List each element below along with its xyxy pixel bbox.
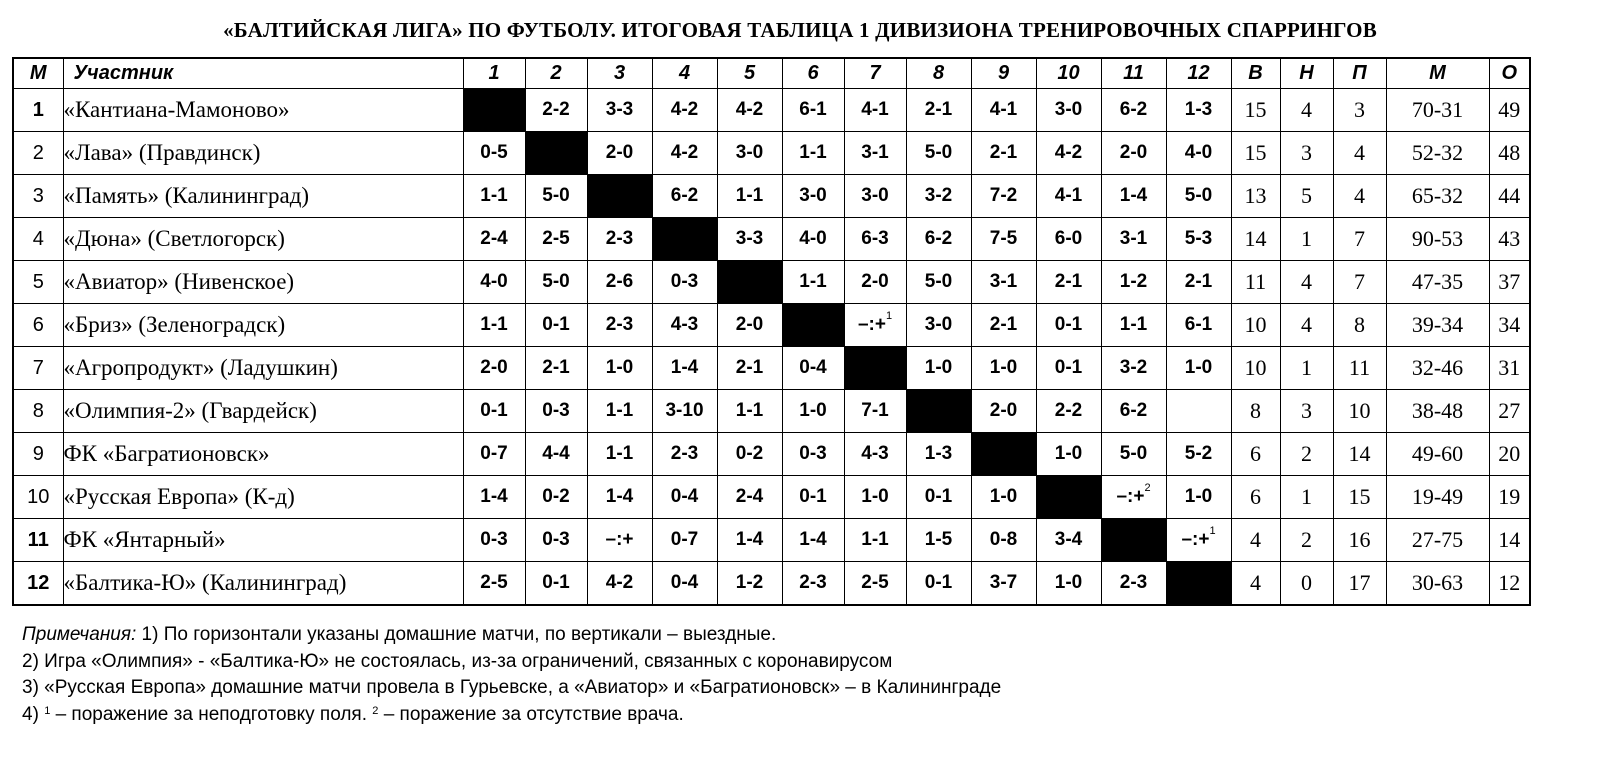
score-cell: 1-0 xyxy=(1036,433,1101,476)
note-2: 2) Игра «Олимпия» - «Балтика-Ю» не состоялась, из-за ограничений, связанных с коронавирусом xyxy=(22,650,893,672)
score-cell: 1-0 xyxy=(1036,562,1101,606)
team-name: «Кантиана-Мамоново» xyxy=(63,89,463,132)
goals-cell: 39-34 xyxy=(1386,304,1489,347)
losses-cell: 14 xyxy=(1333,433,1386,476)
score-cell: 1-3 xyxy=(1166,89,1231,132)
score-cell xyxy=(844,304,906,347)
score-cell: 3-0 xyxy=(717,132,782,175)
score-cell: 2-1 xyxy=(525,347,587,390)
draws-cell: 5 xyxy=(1280,175,1333,218)
goals-cell: 38-48 xyxy=(1386,390,1489,433)
wins-cell: 13 xyxy=(1231,175,1280,218)
score-cell: 1-1 xyxy=(844,519,906,562)
diagonal-cell xyxy=(1101,519,1166,562)
score-cell: 0-4 xyxy=(782,347,844,390)
points-cell: 37 xyxy=(1489,261,1530,304)
header-cell: М xyxy=(1386,58,1489,89)
points-cell: 48 xyxy=(1489,132,1530,175)
wins-cell: 8 xyxy=(1231,390,1280,433)
score-cell: 0-4 xyxy=(652,476,717,519)
score-cell: 0-7 xyxy=(463,433,525,476)
score-cell: 2-6 xyxy=(587,261,652,304)
score-cell: 3-2 xyxy=(906,175,971,218)
losses-cell: 10 xyxy=(1333,390,1386,433)
team-name: ФК «Багратионовск» xyxy=(63,433,463,476)
header-cell: В xyxy=(1231,58,1280,89)
score-cell: 6-1 xyxy=(782,89,844,132)
score-cell: 0-1 xyxy=(463,390,525,433)
score-cell: 1-0 xyxy=(587,347,652,390)
score-cell: 5-0 xyxy=(525,175,587,218)
position-cell: 1 xyxy=(13,89,63,132)
header-cell: 4 xyxy=(652,58,717,89)
score-cell: 1-1 xyxy=(463,175,525,218)
score-cell: 1-4 xyxy=(782,519,844,562)
header-cell: М xyxy=(13,58,63,89)
points-cell: 19 xyxy=(1489,476,1530,519)
draws-cell: 4 xyxy=(1280,304,1333,347)
score-cell: 0-3 xyxy=(525,390,587,433)
diagonal-cell xyxy=(906,390,971,433)
wins-cell: 6 xyxy=(1231,476,1280,519)
goals-cell: 49-60 xyxy=(1386,433,1489,476)
score-cell: 7-2 xyxy=(971,175,1036,218)
score-cell: 4-3 xyxy=(652,304,717,347)
team-name: «Русская Европа» (К-д) xyxy=(63,476,463,519)
score-cell: 1-0 xyxy=(1166,476,1231,519)
score-cell: 5-0 xyxy=(1101,433,1166,476)
position-cell: 7 xyxy=(13,347,63,390)
score-cell: 6-2 xyxy=(1101,390,1166,433)
points-cell: 43 xyxy=(1489,218,1530,261)
score-cell: 1-0 xyxy=(906,347,971,390)
team-name: «Дюна» (Светлогорск) xyxy=(63,218,463,261)
score-cell: 4-0 xyxy=(1166,132,1231,175)
score-cell: 4-1 xyxy=(844,89,906,132)
score-cell xyxy=(1166,519,1231,562)
losses-cell: 7 xyxy=(1333,261,1386,304)
score-cell: 4-1 xyxy=(971,89,1036,132)
wins-cell: 6 xyxy=(1231,433,1280,476)
points-cell: 14 xyxy=(1489,519,1530,562)
score-cell: 6-2 xyxy=(652,175,717,218)
header-cell: 6 xyxy=(782,58,844,89)
position-cell: 11 xyxy=(13,519,63,562)
score-cell: 3-3 xyxy=(587,89,652,132)
score-cell: 5-2 xyxy=(1166,433,1231,476)
team-name: «Бриз» (Зеленоградск) xyxy=(63,304,463,347)
score-cell: 0-5 xyxy=(463,132,525,175)
score-cell: 1-2 xyxy=(1101,261,1166,304)
score-value: –:+ xyxy=(1181,529,1210,550)
points-cell: 34 xyxy=(1489,304,1530,347)
score-cell: 0-7 xyxy=(652,519,717,562)
position-cell: 6 xyxy=(13,304,63,347)
score-cell: 0-1 xyxy=(1036,304,1101,347)
draws-cell: 2 xyxy=(1280,519,1333,562)
score-cell: 3-7 xyxy=(971,562,1036,606)
header-cell: 12 xyxy=(1166,58,1231,89)
score-cell: 2-5 xyxy=(463,562,525,606)
score-cell: 1-1 xyxy=(782,132,844,175)
goals-cell: 30-63 xyxy=(1386,562,1489,606)
points-cell: 20 xyxy=(1489,433,1530,476)
score-cell: 2-4 xyxy=(463,218,525,261)
position-cell: 4 xyxy=(13,218,63,261)
position-cell: 5 xyxy=(13,261,63,304)
header-cell: 1 xyxy=(463,58,525,89)
table-row xyxy=(13,304,1530,347)
score-cell: 1-1 xyxy=(782,261,844,304)
score-cell: 6-3 xyxy=(844,218,906,261)
score-cell: 3-0 xyxy=(844,175,906,218)
table-row xyxy=(13,433,1530,476)
score-cell: 1-0 xyxy=(782,390,844,433)
draws-cell: 3 xyxy=(1280,132,1333,175)
score-cell: 7-5 xyxy=(971,218,1036,261)
diagonal-cell xyxy=(652,218,717,261)
wins-cell: 11 xyxy=(1231,261,1280,304)
score-cell: 2-4 xyxy=(717,476,782,519)
score-cell: 3-1 xyxy=(971,261,1036,304)
header-cell: 8 xyxy=(906,58,971,89)
score-cell: 2-1 xyxy=(717,347,782,390)
score-value: –:+ xyxy=(1116,486,1145,507)
points-cell: 27 xyxy=(1489,390,1530,433)
score-cell: 3-1 xyxy=(844,132,906,175)
goals-cell: 70-31 xyxy=(1386,89,1489,132)
score-cell: 2-3 xyxy=(1101,562,1166,606)
team-name: ФК «Янтарный» xyxy=(63,519,463,562)
table-row xyxy=(13,390,1530,433)
score-cell: 4-3 xyxy=(844,433,906,476)
score-cell: 0-3 xyxy=(525,519,587,562)
score-cell: 0-1 xyxy=(906,476,971,519)
score-cell: 4-0 xyxy=(782,218,844,261)
header-cell: 3 xyxy=(587,58,652,89)
points-cell: 12 xyxy=(1489,562,1530,606)
score-cell: 2-3 xyxy=(652,433,717,476)
goals-cell: 65-32 xyxy=(1386,175,1489,218)
header-cell: Н xyxy=(1280,58,1333,89)
score-cell: 4-1 xyxy=(1036,175,1101,218)
goals-cell: 19-49 xyxy=(1386,476,1489,519)
score-cell: 2-0 xyxy=(587,132,652,175)
points-cell: 31 xyxy=(1489,347,1530,390)
score-cell: 2-0 xyxy=(971,390,1036,433)
footnote-mark: 1 xyxy=(885,310,893,322)
diagonal-cell xyxy=(587,175,652,218)
goals-cell: 47-35 xyxy=(1386,261,1489,304)
score-cell: 6-1 xyxy=(1166,304,1231,347)
diagonal-cell xyxy=(1036,476,1101,519)
table-row xyxy=(13,175,1530,218)
header-cell: П xyxy=(1333,58,1386,89)
score-cell xyxy=(1166,390,1231,433)
header-cell: 11 xyxy=(1101,58,1166,89)
score-cell: 1-1 xyxy=(587,390,652,433)
goals-cell: 32-46 xyxy=(1386,347,1489,390)
score-cell: 2-3 xyxy=(587,218,652,261)
losses-cell: 11 xyxy=(1333,347,1386,390)
score-cell: –:+ xyxy=(587,519,652,562)
score-cell: 2-1 xyxy=(971,304,1036,347)
points-cell: 49 xyxy=(1489,89,1530,132)
score-cell: 0-1 xyxy=(782,476,844,519)
draws-cell: 4 xyxy=(1280,89,1333,132)
table-row xyxy=(13,132,1530,175)
diagonal-cell xyxy=(844,347,906,390)
score-cell: 6-2 xyxy=(1101,89,1166,132)
wins-cell: 14 xyxy=(1231,218,1280,261)
diagonal-cell xyxy=(463,89,525,132)
score-cell: 1-1 xyxy=(717,175,782,218)
points-cell: 44 xyxy=(1489,175,1530,218)
header-cell: 10 xyxy=(1036,58,1101,89)
score-cell: 3-0 xyxy=(1036,89,1101,132)
position-cell: 10 xyxy=(13,476,63,519)
score-cell: 2-0 xyxy=(463,347,525,390)
score-cell: 3-0 xyxy=(906,304,971,347)
score-value: –:+ xyxy=(857,314,886,335)
notes xyxy=(22,622,1001,728)
score-cell: 2-3 xyxy=(587,304,652,347)
note-3: 3) «Русская Европа» домашние матчи провела в Гурьевске, а «Авиатор» и «Багратионовск» – в Калининграде xyxy=(22,677,1002,698)
goals-cell: 27-75 xyxy=(1386,519,1489,562)
score-cell: 1-1 xyxy=(587,433,652,476)
score-cell: 7-1 xyxy=(844,390,906,433)
score-cell: 3-0 xyxy=(782,175,844,218)
table-row xyxy=(13,476,1530,519)
diagonal-cell xyxy=(1166,562,1231,606)
score-cell: 0-8 xyxy=(971,519,1036,562)
footnote-mark: 1 xyxy=(1209,525,1216,537)
score-cell: 1-4 xyxy=(717,519,782,562)
header-cell: 2 xyxy=(525,58,587,89)
losses-cell: 17 xyxy=(1333,562,1386,606)
score-cell: 0-1 xyxy=(525,304,587,347)
score-cell: 4-2 xyxy=(1036,132,1101,175)
score-cell: 5-0 xyxy=(1166,175,1231,218)
header-cell: 9 xyxy=(971,58,1036,89)
score-cell: 1-0 xyxy=(971,347,1036,390)
score-cell: 0-1 xyxy=(906,562,971,606)
score-cell: 5-0 xyxy=(906,261,971,304)
draws-cell: 1 xyxy=(1280,347,1333,390)
diagonal-cell xyxy=(971,433,1036,476)
wins-cell: 4 xyxy=(1231,519,1280,562)
score-cell: 1-0 xyxy=(1166,347,1231,390)
score-cell: 3-4 xyxy=(1036,519,1101,562)
score-cell: 2-2 xyxy=(525,89,587,132)
score-cell: 5-3 xyxy=(1166,218,1231,261)
score-cell: 2-1 xyxy=(906,89,971,132)
score-cell: 1-4 xyxy=(463,476,525,519)
wins-cell: 4 xyxy=(1231,562,1280,606)
score-cell: 4-4 xyxy=(525,433,587,476)
score-cell: 4-2 xyxy=(717,89,782,132)
score-cell: 1-4 xyxy=(652,347,717,390)
notes-label: Примечания: xyxy=(22,624,137,645)
score-cell: 1-1 xyxy=(1101,304,1166,347)
score-cell: 1-3 xyxy=(906,433,971,476)
goals-cell: 90-53 xyxy=(1386,218,1489,261)
diagonal-cell xyxy=(782,304,844,347)
page-title: «БАЛТИЙСКАЯ ЛИГА» ПО ФУТБОЛУ. ИТОГОВАЯ ТАБЛИЦА 1 ДИВИЗИОНА ТРЕНИРОВОЧНЫХ СПАРРИНГОВ xyxy=(223,18,1377,42)
score-cell: 0-1 xyxy=(1036,347,1101,390)
goals-cell: 52-32 xyxy=(1386,132,1489,175)
score-cell: 2-1 xyxy=(971,132,1036,175)
diagonal-cell xyxy=(525,132,587,175)
score-cell: 2-1 xyxy=(1036,261,1101,304)
position-cell: 3 xyxy=(13,175,63,218)
team-name: «Олимпия-2» (Гвардейск) xyxy=(63,390,463,433)
score-cell: 1-0 xyxy=(844,476,906,519)
score-cell: 2-2 xyxy=(1036,390,1101,433)
table-row xyxy=(13,519,1530,562)
score-cell: 2-3 xyxy=(782,562,844,606)
team-name: «Балтика-Ю» (Калининград) xyxy=(63,562,463,606)
header-cell: 5 xyxy=(717,58,782,89)
team-name: «Лава» (Правдинск) xyxy=(63,132,463,175)
position-cell: 12 xyxy=(13,562,63,606)
score-cell: 1-4 xyxy=(587,476,652,519)
score-cell: 2-0 xyxy=(1101,132,1166,175)
position-cell: 2 xyxy=(13,132,63,175)
header-cell: 7 xyxy=(844,58,906,89)
draws-cell: 2 xyxy=(1280,433,1333,476)
score-cell: 3-3 xyxy=(717,218,782,261)
losses-cell: 4 xyxy=(1333,132,1386,175)
score-cell xyxy=(1101,476,1166,519)
diagonal-cell xyxy=(717,261,782,304)
score-cell: 6-0 xyxy=(1036,218,1101,261)
team-name: «Авиатор» (Нивенское) xyxy=(63,261,463,304)
header-team: Участник xyxy=(63,58,463,89)
header-cell: О xyxy=(1489,58,1530,89)
score-cell: 4-2 xyxy=(652,132,717,175)
team-name: «Агропродукт» (Ладушкин) xyxy=(63,347,463,390)
draws-cell: 3 xyxy=(1280,390,1333,433)
score-cell: 0-3 xyxy=(652,261,717,304)
score-cell: 1-4 xyxy=(1101,175,1166,218)
losses-cell: 4 xyxy=(1333,175,1386,218)
team-name: «Память» (Калининград) xyxy=(63,175,463,218)
losses-cell: 16 xyxy=(1333,519,1386,562)
footnote-mark: 2 xyxy=(1144,482,1151,494)
score-cell: 3-1 xyxy=(1101,218,1166,261)
table-row xyxy=(13,261,1530,304)
table-row xyxy=(13,89,1530,132)
wins-cell: 10 xyxy=(1231,304,1280,347)
position-cell: 9 xyxy=(13,433,63,476)
score-cell: 2-5 xyxy=(525,218,587,261)
score-cell: 5-0 xyxy=(525,261,587,304)
draws-cell: 4 xyxy=(1280,261,1333,304)
score-cell: 5-0 xyxy=(906,132,971,175)
score-cell: 6-2 xyxy=(906,218,971,261)
table-row xyxy=(13,562,1530,606)
score-cell: 4-2 xyxy=(587,562,652,606)
draws-cell: 0 xyxy=(1280,562,1333,606)
score-cell: 0-4 xyxy=(652,562,717,606)
score-cell: 4-2 xyxy=(652,89,717,132)
wins-cell: 10 xyxy=(1231,347,1280,390)
note-1: Примечания: 1) По горизонтали указаны домашние матчи, по вертикали – выездные. xyxy=(22,624,777,645)
score-cell: 2-0 xyxy=(844,261,906,304)
score-cell: 3-10 xyxy=(652,390,717,433)
score-cell: 1-0 xyxy=(971,476,1036,519)
score-cell: 2-5 xyxy=(844,562,906,606)
score-cell: 0-2 xyxy=(717,433,782,476)
score-cell: 2-0 xyxy=(717,304,782,347)
score-cell: 1-5 xyxy=(906,519,971,562)
header-row xyxy=(13,58,1530,89)
score-cell: 0-3 xyxy=(782,433,844,476)
score-cell: 2-1 xyxy=(1166,261,1231,304)
draws-cell: 1 xyxy=(1280,476,1333,519)
table-row xyxy=(13,218,1530,261)
note-4: 4) $^1$ – поражение за неподготовку поля. $^2$ – поражение за отсутствие врача. xyxy=(22,703,684,725)
table-row xyxy=(13,347,1530,390)
score-cell: 0-1 xyxy=(525,562,587,606)
losses-cell: 3 xyxy=(1333,89,1386,132)
wins-cell: 15 xyxy=(1231,89,1280,132)
losses-cell: 15 xyxy=(1333,476,1386,519)
score-cell: 1-1 xyxy=(463,304,525,347)
standings-table xyxy=(12,57,1531,606)
score-cell: 4-0 xyxy=(463,261,525,304)
score-cell: 1-2 xyxy=(717,562,782,606)
score-cell: 0-2 xyxy=(525,476,587,519)
position-cell: 8 xyxy=(13,390,63,433)
losses-cell: 7 xyxy=(1333,218,1386,261)
score-cell: 1-1 xyxy=(717,390,782,433)
losses-cell: 8 xyxy=(1333,304,1386,347)
score-cell: 0-3 xyxy=(463,519,525,562)
draws-cell: 1 xyxy=(1280,218,1333,261)
wins-cell: 15 xyxy=(1231,132,1280,175)
score-cell: 3-2 xyxy=(1101,347,1166,390)
